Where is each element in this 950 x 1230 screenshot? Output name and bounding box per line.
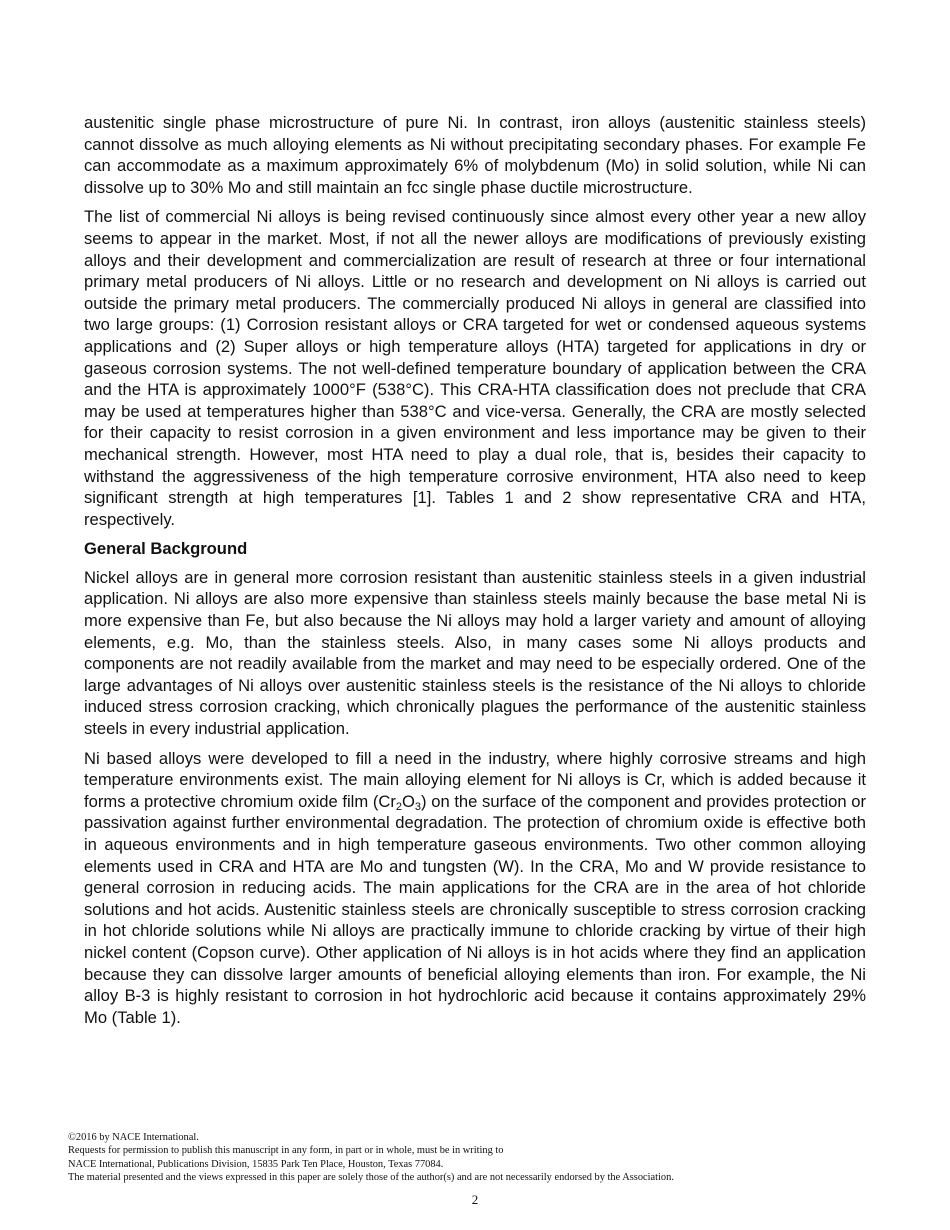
paragraph-4-text-b: ) on the surface of the component and provides protection or passivation against further environmental degradation. The protection of chromium oxide is effective both in aqueous environments and in high temperature gaseous environments. Two other common alloying elements used in CRA and HTA are Mo and tungsten (W). In the CRA, Mo and W provide resistance to general corrosion in reducing acids. The main applications for the CRA are in the area of hot chloride solutions and hot acids. Austenitic stainless steels are chronically susceptible to stress corrosion cracking in hot chloride solutions while Ni alloys are practically immune to chloride cracking by virtue of their high nickel content (Copson curve). Other application of Ni alloys is in hot acids where they find an application because they can dissolve larger amounts of beneficial alloying elements than iron. For example, the Ni alloy B-3 is highly resistant to corrosion in hot hydrochloric acid because it contains approximately 29% Mo (Table 1). [84,791,866,1027]
subscript-2: 2 [395,800,402,813]
paragraph-2: The list of commercial Ni alloys is being revised continuously since almost every other year a new alloy seems to appear in the market. Most, if not all the newer alloys are modifications of previously existing alloys and their development and commercialization are result of research at three or four international primary metal producers of Ni alloys. Little or no research and development on Ni alloys is carried out outside the primary metal producers. The commercially produced Ni alloys in general are classified into two large groups: (1) Corrosion resistant alloys or CRA targeted for wet or condensed aqueous systems applications and (2) Super alloys or high temperature alloys (HTA) targeted for applications in dry or gaseous corrosion systems. The not well-defined temperature boundary of application between the CRA and the HTA is approximately 1000°F (538°C). This CRA-HTA classification does not preclude that CRA may be used at temperatures higher than 538°C and vice-versa. Generally, the CRA are mostly selected for their capacity to resist corrosion in a given environment and less importance may be given to their mechanical strength. However, most HTA need to play a dual role, that is, besides their capacity to withstand the aggressiveness of the high temperature corrosive environment, HTA also need to keep significant strength at high temperatures [1]. Tables 1 and 2 show representative CRA and HTA, respectively. [84,207,866,529]
paragraph-4-text-a: Ni based alloys were developed to fill a need in the industry, where highly corrosive streams and high temperature environments exist. The main alloying element for Ni alloys is Cr, which is added because it forms a protective chromium oxide film (Cr [84,748,866,811]
paragraph-4 [84,748,866,1029]
section-heading: General Background [84,539,248,559]
paragraph-1: austenitic single phase microstructure of pure Ni. In contrast, iron alloys (austenitic stainless steels) cannot dissolve as much alloying elements as Ni without precipitating secondary phases. For example Fe can accommodate as a maximum approximately 6% of molybdenum (Mo) in solid solution, while Ni can dissolve up to 30% Mo and still maintain an fcc single phase ductile microstructure. [84,113,866,197]
footer-permission: Requests for permission to publish this manuscript in any form, in part or in whole, must be in writing to [68,1145,504,1157]
footer-address: NACE International, Publications Division, 15835 Park Ten Place, Houston, Texas 77084. [68,1158,444,1170]
footer-disclaimer: The material presented and the views expressed in this paper are solely those of the author(s) and are not necessarily endorsed by the Association. [68,1172,674,1184]
copyright-footer [68,1131,888,1185]
page-number: 2 [471,1192,479,1207]
footer-copyright: ©2016 by NACE International. [68,1132,199,1143]
subscript-3: 3 [414,800,422,813]
paragraph-4-oxygen: O [402,791,415,811]
paragraph-3: Nickel alloys are in general more corrosion resistant than austenitic stainless steels in a given industrial application. Ni alloys are also more expensive than stainless steels mainly because the base metal Ni is more expensive than Fe, but also because the Ni alloys may hold a larger variety and amount of alloying elements, e.g. Mo, than the stainless steels. Also, in many cases some Ni alloys products and components are not readily available from the market and may need to be especially ordered. One of the large advantages of Ni alloys over austenitic stainless steels is the resistance of the Ni alloys to chloride induced stress corrosion cracking, which chronically plagues the performance of the austenitic stainless steels in every industrial application. [84,567,866,739]
body-text [84,112,866,1036]
